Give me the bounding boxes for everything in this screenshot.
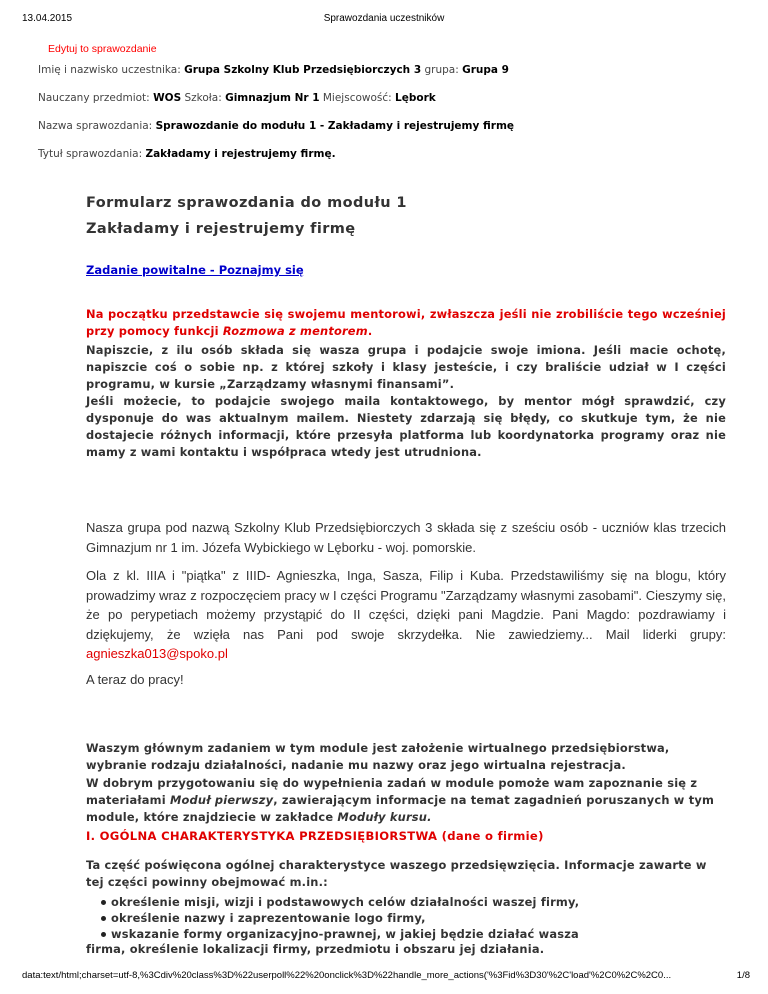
module-one-name: Moduł pierwszy [170, 793, 274, 807]
group-size-instruction: Napiszcie, z ilu osób składa się wasza grupa i podajcie swoje imiona. Jeśli macie ochotę, napiszcie coś o sobie np. z której szkoły i klasy jesteście, i czy braliście udział w I części programu, w kursie „Zarządzamy własnymi finansami”. [86, 343, 726, 391]
intro-instruction [86, 306, 726, 340]
list-continuation: firma, określenie lokalizacji firmy, przedmiotu i obszaru jej działania. [86, 942, 545, 956]
group-label: grupa: [421, 64, 463, 76]
city-value: Lębork [395, 92, 436, 104]
materials-text-start: W dobrym przygotowaniu się do wypełnienia zadań w module pomoże wam zapoznanie się z materiałami [86, 776, 698, 807]
report-title-label: Tytuł sprawozdania: [38, 148, 146, 160]
answer-members-text: Ola z kl. IIIA i "piątka" z IIID- Agnieszka, Inga, Sasza, Filip i Kuba. Przedstawiliśmy się na blogu, który prowadzimy wraz z rozpoczęciem pracy w I części Programu "Zarządzamy własnymi zasobami". Cieszymy się, że po perypetiach możemy przystąpić do II części, dzięki pani Magdzie. Pani Magdo: pozdrawiamy i dziękujemy, że wzięła nas Pani pod swoje skrzydełka. Nie zawiedziemy... Mail liderki grupy: [86, 568, 726, 642]
student-info-row [38, 64, 509, 76]
bullet-icon [101, 916, 106, 921]
answer-group-description: Nasza grupa pod nazwą Szkolny Klub Przedsiębiorczych 3 składa się z sześciu osób - uczniów klas trzecich Gimnazjum nr 1 im. Józefa Wybickiego w Lęborku - woj. pomorskie. [86, 520, 726, 555]
leader-email[interactable]: agnieszka013@spoko.pl [86, 646, 228, 661]
form-heading: Formularz sprawozdania do modułu 1 [86, 195, 407, 211]
answer-members [86, 566, 726, 664]
list-item: określenie misji, wizji i podstawowych celów działalności waszej firmy, [86, 894, 726, 910]
student-value: Grupa Szkolny Klub Przedsiębiorczych 3 [184, 64, 422, 76]
materials-text-mid: , zawierającym informacje na temat zagadnień poruszanych w tym module, które znajdziecie w zakładce [86, 793, 715, 824]
task-materials-note [86, 775, 726, 826]
print-page-title: Sprawozdania uczestników [323, 13, 445, 24]
print-date: 13.04.2015 [22, 13, 73, 24]
report-title-row [38, 148, 336, 160]
print-footer-url: data:text/html;charset=utf-8,%3Cdiv%20class%3D%22userpoll%22%20onclick%3D%22handle_more_actions('%3Fid%3D30'%2C'load'%2C0%2C%2C0... [22, 970, 672, 981]
print-page-number: 1/8 [736, 970, 750, 981]
subject-value: WOS [153, 92, 182, 104]
report-name-value: Sprawozdanie do modułu 1 - Zakładamy i rejestrujemy firmę [155, 120, 515, 132]
student-label: Imię i nazwisko uczestnika: [38, 64, 185, 76]
welcome-task-link[interactable]: Zadanie powitalne - Poznajmy się [86, 263, 304, 277]
school-info-row [38, 92, 436, 104]
bullet-icon [101, 900, 106, 905]
requirements-list [86, 894, 726, 942]
course-modules-tab-name: Moduły kursu. [337, 810, 432, 824]
bullet-icon [101, 932, 106, 937]
list-item: wskazanie formy organizacyjno-prawnej, w jakiej będzie działać wasza [86, 926, 726, 942]
school-value: Gimnazjum Nr 1 [225, 92, 320, 104]
group-value: Grupa 9 [462, 64, 509, 76]
edit-report-link[interactable]: Edytuj to sprawozdanie [48, 43, 157, 55]
report-name-label: Nazwa sprawozdania: [38, 120, 156, 132]
email-instruction: Jeśli możecie, to podajcie swojego maila kontaktowego, by mentor mógł sprawdzić, czy dysponuje do was aktualnym mailem. Niestety zdarzają się błędy, co skutkuje tym, że nie dostajecie różnych informacji, które przesyła platforma lub koordynatorka programy oraz nie mamy z wami kontaktu i współpraca wtedy jest utrudniona. [86, 394, 726, 459]
section-intro: Ta część poświęcona ogólnej charakterystyce waszego przedsięwzięcia. Informacje zawarte w tej części powinny obejmować m.in.: [86, 858, 707, 889]
subject-label: Nauczany przedmiot: [38, 92, 154, 104]
intro-text-start: Na początku przedstawcie się swojemu mentorowi, zwłaszcza jeśli nie zrobiliście tego wcześniej przy pomocy funkcji [86, 307, 726, 338]
school-label: Szkoła: [181, 92, 226, 104]
mentor-chat-name: Rozmowa z mentorem [222, 324, 368, 338]
city-label: Miejscowość: [319, 92, 396, 104]
report-name-row [38, 120, 514, 132]
report-title-value: Zakładamy i rejestrujemy firmę. [145, 148, 336, 160]
list-item: określenie nazwy i zaprezentowanie logo firmy, [86, 910, 726, 926]
answer-closing: A teraz do pracy! [86, 672, 184, 687]
intro-text-end: . [367, 324, 373, 338]
section-heading-company: I. OGÓLNA CHARAKTERYSTYKA PRZEDSIĘBIORSTWA (dane o firmie) [86, 829, 544, 843]
form-subheading: Zakładamy i rejestrujemy firmę [86, 221, 356, 237]
task-main-goal: Waszym głównym zadaniem w tym module jest założenie wirtualnego przedsiębiorstwa, wybranie rodzaju działalności, nadanie mu nazwy oraz jego wirtualna rejestracja. [86, 741, 670, 772]
